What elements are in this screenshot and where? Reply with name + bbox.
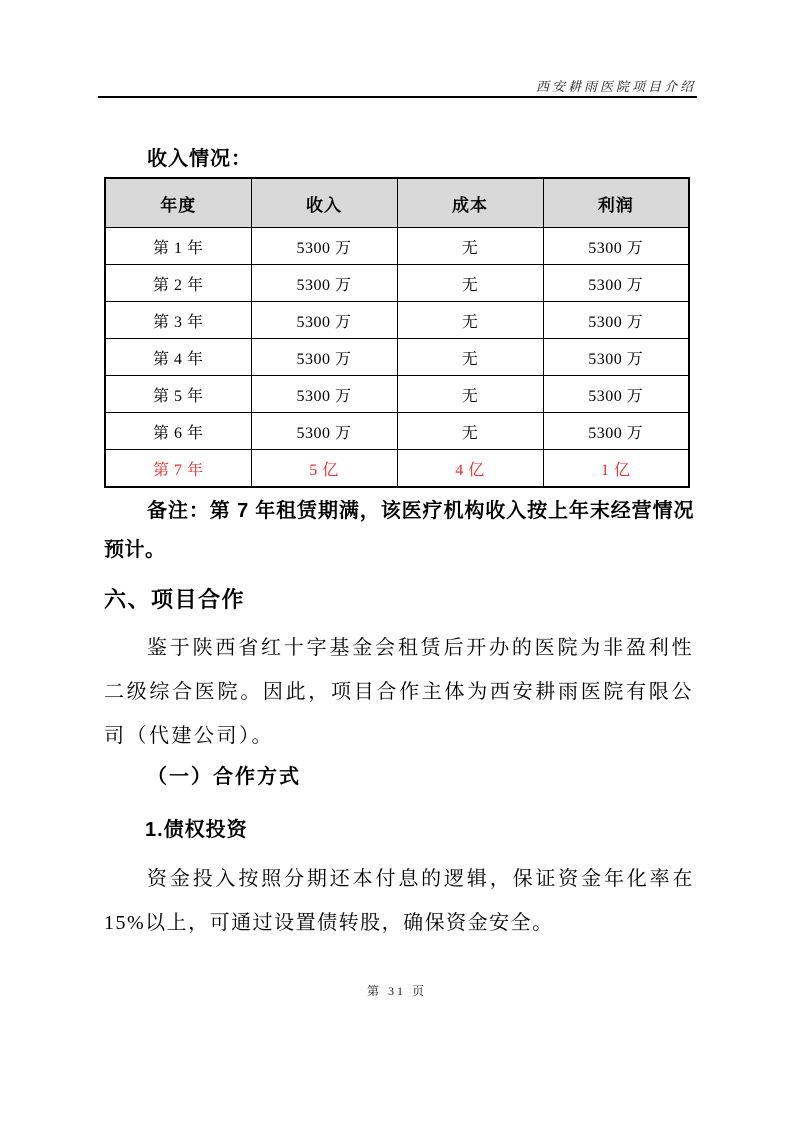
table-cell: 5300 万 [543,339,689,376]
table-cell: 无 [397,302,543,339]
table-cell: 无 [397,339,543,376]
table-row [105,450,689,488]
table-cell: 第 6 年 [105,413,251,450]
table-cell: 第 2 年 [105,265,251,302]
table-cell: 1 亿 [543,450,689,488]
section-heading-cooperation: 六、项目合作 [104,587,246,612]
table-cell: 5300 万 [543,265,689,302]
table-cell: 无 [397,376,543,413]
table-row [105,413,689,450]
table-cell: 5300 万 [251,228,397,265]
table-row [105,265,689,302]
table-cell: 第 3 年 [105,302,251,339]
cooperation-paragraph: 鉴于陕西省红十字基金会租赁后开办的医院为非盈利性二级综合医院。因此，项目合作主体为西安耕雨医院有限公司（代建公司）。 [104,637,694,747]
income-table-head [105,178,689,228]
page-header-title: 西安耕雨医院项目介绍 [535,80,696,95]
table-cell: 第 1 年 [105,228,251,265]
income-section-heading: 收入情况： [147,148,252,170]
table-cell: 5300 万 [251,413,397,450]
table-cell: 无 [397,265,543,302]
page-number: 第 31 页 [366,984,427,998]
table-cell: 第 7 年 [105,450,251,488]
table-cell: 无 [397,413,543,450]
table-row [105,339,689,376]
column-header-income: 收入 [251,178,397,228]
debt-investment-paragraph: 资金投入按照分期还本付息的逻辑，保证资金年化率在 15%以上，可通过设置债转股，确保资金安全。 [104,868,694,934]
table-cell: 5 亿 [251,450,397,488]
column-header-year: 年度 [105,178,251,228]
column-header-profit: 利润 [543,178,689,228]
column-header-cost: 成本 [397,178,543,228]
table-cell: 5300 万 [543,376,689,413]
table-cell: 第 4 年 [105,339,251,376]
table-row [105,376,689,413]
income-table [104,177,690,488]
sub-heading-cooperation-method: （一）合作方式 [147,766,301,788]
income-table-body [105,228,689,488]
table-cell: 4 亿 [397,450,543,488]
table-cell: 5300 万 [251,265,397,302]
table-cell: 5300 万 [251,376,397,413]
table-note-paragraph: 备注：第 7 年租赁期满，该医疗机构收入按上年末经营情况预计。 [104,500,694,561]
table-cell: 5300 万 [543,302,689,339]
table-cell: 5300 万 [543,413,689,450]
header-rule-divider [98,96,697,98]
table-row [105,228,689,265]
table-header-row [105,178,689,228]
table-cell: 第 5 年 [105,376,251,413]
table-cell: 5300 万 [251,302,397,339]
table-cell: 5300 万 [543,228,689,265]
table-cell: 5300 万 [251,339,397,376]
table-cell: 无 [397,228,543,265]
table-row [105,302,689,339]
item-heading-debt-investment: 1.债权投资 [145,819,248,841]
